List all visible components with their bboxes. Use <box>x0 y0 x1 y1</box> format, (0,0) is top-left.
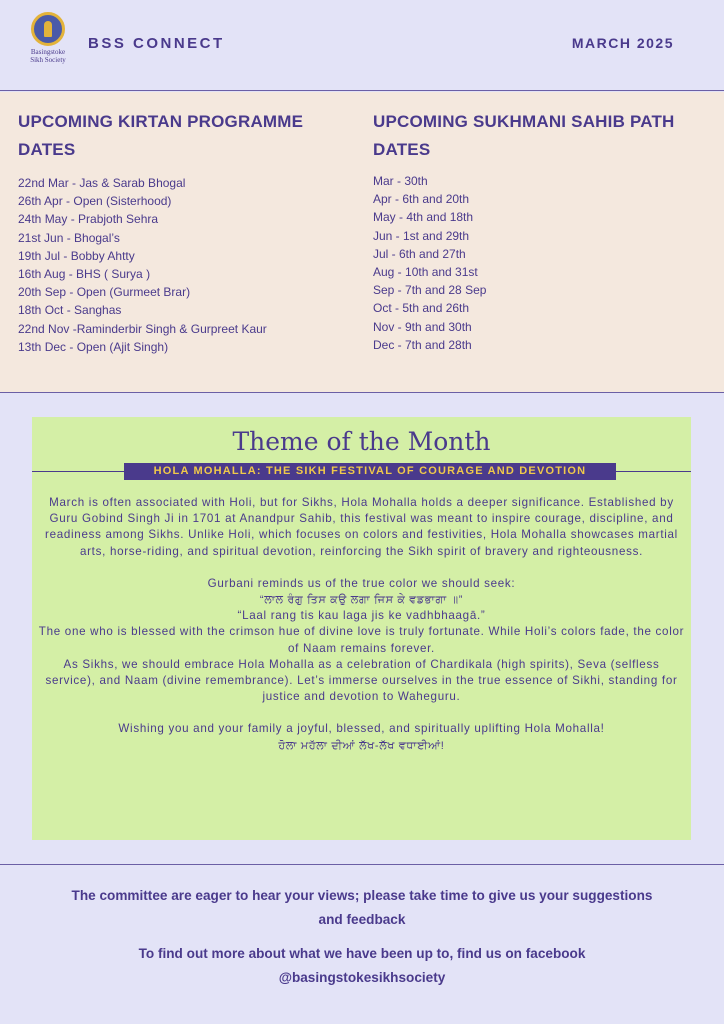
list-item: 24th May - Prabjoth Sehra <box>18 212 159 227</box>
sukhmani-column <box>373 108 703 354</box>
theme-subtitle: HOLA MOHALLA: THE SIKH FESTIVAL OF COURAGE AND DEVOTION <box>124 463 616 480</box>
theme-body <box>38 495 685 754</box>
list-item: Dec - 7th and 28th <box>373 337 472 352</box>
gurbani-punjabi: “ਲਾਲ ਰੰਗੁ ਤਿਸ ਕਉ ਲਗਾ ਜਿਸ ਕੇ ਵਡਭਾਗਾ ॥” <box>259 594 464 607</box>
list-item: May - 4th and 18th <box>373 210 474 225</box>
logo-text <box>22 48 74 64</box>
kirtan-title: UPCOMING KIRTAN PROGRAMME DATES <box>18 112 304 159</box>
header <box>0 0 724 90</box>
list-item: 16th Aug - BHS ( Surya ) <box>18 267 151 282</box>
gurbani-meaning: The one who is blessed with the crimson hue of divine love is truly fortunate. While Holi’s colors fade, the color of Naam remains forever. <box>38 625 685 655</box>
theme-paragraph: As Sikhs, we should embrace Hola Mohalla as a celebration of Chardikala (high spirits), Seva (selfless service), and Naam (divine remembrance). Let’s immerse ourselves in the true essence of Sikhi, standing for justice and devotion to Waheguru. <box>45 657 678 704</box>
sukhmani-list <box>373 172 703 354</box>
list-item: 18th Oct - Sanghas <box>18 303 122 318</box>
kirtan-column <box>18 108 348 356</box>
logo-line2: Sikh Society <box>30 56 66 64</box>
newsletter-date: MARCH 2025 <box>571 35 674 51</box>
wish-punjabi: ਹੋਲਾ ਮਹੱਲਾ ਦੀਆਂ ਲੱਖ-ਲੱਖ ਵਧਾਈਆਂ! <box>278 739 445 752</box>
divider <box>0 864 724 865</box>
list-item: Aug - 10th and 31st <box>373 265 478 280</box>
list-item: Mar - 30th <box>373 174 428 188</box>
list-item: 19th Jul - Bobby Ahtty <box>18 248 135 263</box>
gurbani-intro: Gurbani reminds us of the true color we should seek: <box>207 576 516 590</box>
khanda-icon <box>31 12 65 46</box>
divider <box>0 392 724 393</box>
list-item: 22nd Mar - Jas & Sarab Bhogal <box>18 176 186 190</box>
newsletter-brand: BSS CONNECT <box>88 35 225 52</box>
gurbani-transliteration: “Laal rang tis kau laga jis ke vadhbhaagā.” <box>237 609 486 623</box>
theme-of-month-panel <box>32 417 691 840</box>
list-item: Apr - 6th and 20th <box>373 192 470 207</box>
list-item: Jul - 6th and 27th <box>373 246 466 261</box>
dates-section <box>0 92 724 392</box>
list-item: 20th Sep - Open (Gurmeet Brar) <box>18 285 191 300</box>
theme-title: Theme of the Month <box>232 427 491 456</box>
divider <box>0 90 724 91</box>
footer <box>0 884 724 990</box>
list-item: 22nd Nov -Raminderbir Singh & Gurpreet Kaur <box>18 321 267 336</box>
theme-paragraph: March is often associated with Holi, but for Sikhs, Hola Mohalla holds a deeper significance. Established by Guru Gobind Singh Ji in 1701 at Anandpur Sahib, this festival was meant to inspire courage, discipline, and readiness among Sikhs. Unlike Holi, which focuses on colors and festivities, Hola Mohalla showcases martial arts, horse-riding, and spiritual devotion, reinforcing the Sikh spirit of bravery and righteousness. <box>45 496 678 558</box>
list-item: 21st Jun - Bhogal’s <box>18 230 120 245</box>
list-item: Nov - 9th and 30th <box>373 319 472 334</box>
society-logo <box>22 12 74 74</box>
feedback-text: The committee are eager to hear your views; please take time to give us your suggestions and feedback <box>71 888 653 927</box>
list-item: Sep - 7th and 28 Sep <box>373 283 487 298</box>
list-item: 13th Dec - Open (Ajit Singh) <box>18 339 169 354</box>
wish-text: Wishing you and your family a joyful, blessed, and spiritually uplifting Hola Mohalla! <box>118 722 605 736</box>
list-item: 26th Apr - Open (Sisterhood) <box>18 194 172 209</box>
list-item: Oct - 5th and 26th <box>373 301 470 316</box>
logo-line1: Basingstoke <box>30 48 66 56</box>
facebook-text: To find out more about what we have been up to, find us on facebook @basingstokesikhsociety <box>138 946 586 985</box>
kirtan-list <box>18 174 348 356</box>
list-item: Jun - 1st and 29th <box>373 228 470 243</box>
sukhmani-title: UPCOMING SUKHMANI SAHIB PATH DATES <box>373 112 675 159</box>
